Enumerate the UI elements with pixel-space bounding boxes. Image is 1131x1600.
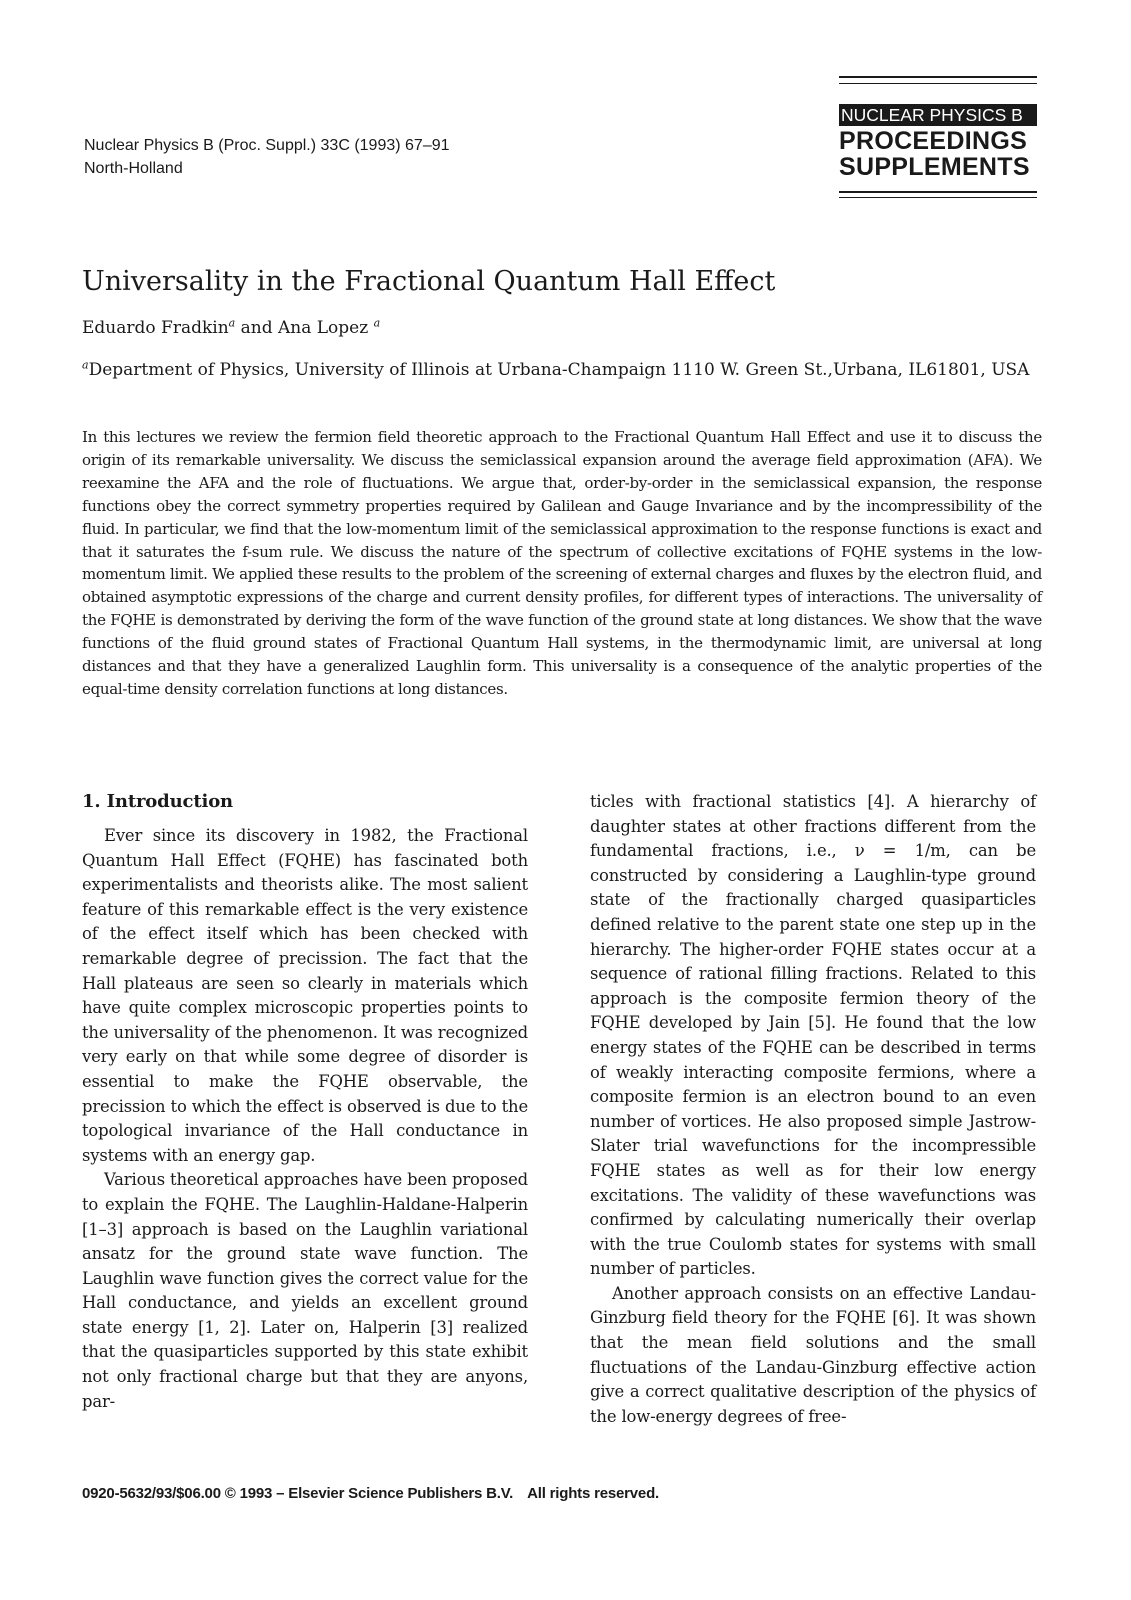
publisher-name: North-Holland — [84, 160, 183, 177]
journal-reference: Nuclear Physics B (Proc. Suppl.) 33C (1993) 67–91 — [84, 137, 450, 154]
section-heading: 1. Introduction — [82, 791, 233, 812]
logo-supplements: SUPPLEMENTS — [839, 153, 1030, 181]
affiliation-marker: a — [82, 358, 89, 372]
right-column — [590, 790, 1036, 1429]
abstract: In this lectures we review the fermion field theoretic approach to the Fractional Quantum Hall Effect and use it to discuss the origin of its remarkable universality. We discuss the semiclassical expansion around the average field approximation (AFA). We reexamine the AFA and the role of fluctuations. We argue that, order-by-order in the semiclassical expansion, the response functions obey the correct symmetry properties required by Galilean and Gauge Invariance and by the incompressibility of the fluid. In particular, we find that the low-momentum limit of the semiclassical approximation to the response functions is exact and that it saturates the f-sum rule. We discuss the nature of the spectrum of collective excitations of FQHE systems in the low-momentum limit. We applied these results to the problem of the screening of external charges and fluxes by the electron fluid, and obtained asymptotic expressions of the charge and current density profiles, for different types of interactions. The universality of the FQHE is demonstrated by deriving the form of the wave function of the ground state at long distances. We show that the wave functions of the fluid ground states of Fractional Quantum Hall systems, in the thermodynamic limit, are universal at long distances and that they have a generalized Laughlin form. This universality is a consequence of the analytic properties of the equal-time density correlation functions at long distances. — [82, 428, 1042, 698]
rights-statement: All rights reserved. — [527, 1485, 659, 1502]
journal-citation — [84, 134, 504, 180]
affiliation-text: Department of Physics, University of Illinois at Urbana-Champaign 1110 W. Green St.,Urbana, IL61801, USA — [88, 360, 1030, 380]
author-list — [82, 316, 380, 340]
journal-logo — [839, 76, 1037, 206]
body-paragraph: Various theoretical approaches have been proposed to explain the FQHE. The Laughlin-Haldane-Halperin [1–3] approach is based on the Laughlin variational ansatz for the ground state wave function. The Laughlin wave function gives the correct value for the Hall conductance, and yields an excellent ground state energy [1, 2]. Later on, Halperin [3] realized that the quasiparticles supported by this state exhibit not only fractional charge but that they are anyons, par- — [82, 1170, 528, 1411]
logo-top-rule — [839, 76, 1037, 78]
body-paragraph: Ever since its discovery in 1982, the Fractional Quantum Hall Effect (FQHE) has fascinated both experimentalists and theorists alike. The most salient feature of this remarkable effect is the very existence of the effect itself which has been checked with remarkable degree of precission. The fact that the Hall plateaus are seen so clearly in materials which have quite complex microscopic properties points to the universality of the phenomenon. It was recognized very early on that while some degree of disorder is essential to make the FQHE observable, the precission to which the effect is observed is due to the topological invariance of the Hall conductance in systems with an energy gap. — [82, 826, 528, 1165]
affiliation-marker: a — [373, 316, 381, 330]
copyright-footer — [82, 1483, 659, 1505]
affiliation-marker: a — [228, 316, 236, 330]
logo-bottom-rule — [839, 191, 1037, 193]
copyright-line: 0920-5632/93/$06.00 © 1993 – Elsevier Science Publishers B.V. — [82, 1485, 514, 1502]
logo-proceedings: PROCEEDINGS — [839, 127, 1028, 155]
affiliation — [82, 358, 1047, 383]
author-separator: and — [235, 318, 278, 338]
article-title: Universality in the Fractional Quantum Hall Effect — [82, 266, 776, 297]
left-column — [82, 790, 528, 1414]
author-name: Eduardo Fradkin — [82, 318, 229, 338]
logo-bottom-thin-rule — [839, 197, 1037, 198]
logo-band: NUCLEAR PHYSICS B — [839, 104, 1037, 126]
body-paragraph: ticles with fractional statistics [4]. A hierarchy of daughter states at other fractions different from the fundamental fractions, i.e., ν = 1/m, can be constructed by considering a Laughlin-type ground state of the fractionally charged quasiparticles defined relative to the parent state one step up in the hierarchy. The higher-order FQHE states occur at a sequence of rational filling fractions. Related to this approach is the composite fermion theory of the FQHE developed by Jain [5]. He found that the low energy states of the FQHE can be described in terms of weakly interacting composite fermions, where a composite fermion is an electron bound to an even number of vortices. He also proposed simple Jastrow-Slater trial wavefunctions for the incompressible FQHE states as well as for their low energy excitations. The validity of these wavefunctions was confirmed by calculating numerically their overlap with the true Coulomb states for systems with small number of particles. — [590, 792, 1036, 1279]
logo-thin-rule — [839, 83, 1037, 84]
author-name: Ana Lopez — [278, 318, 374, 338]
body-paragraph: Another approach consists on an effective Landau-Ginzburg field theory for the FQHE [6]. It was shown that the mean field solutions and the small fluctuations of the Landau-Ginzburg effective action give a correct qualitative description of the physics of the low-energy degrees of free- — [590, 1283, 1036, 1426]
